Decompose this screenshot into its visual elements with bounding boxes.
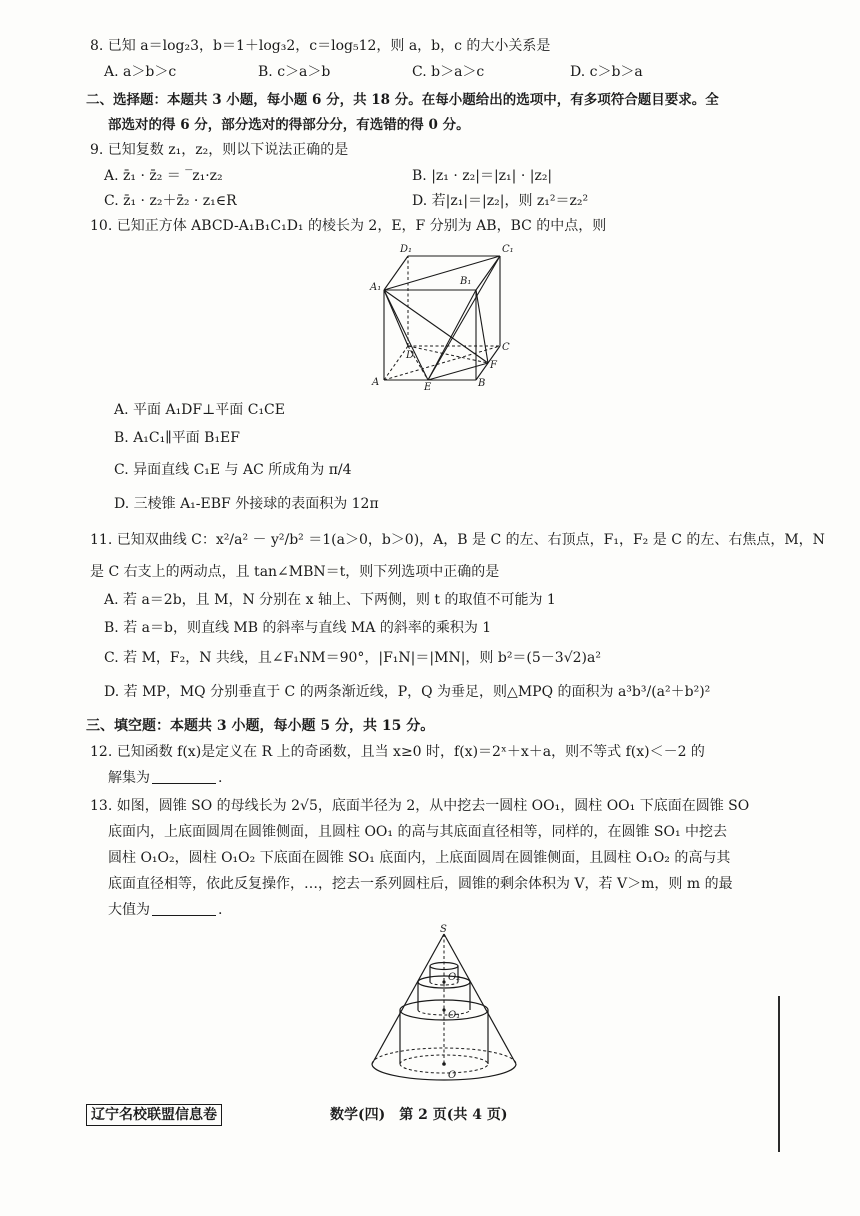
q8-stem: 8. 已知 a＝log₂3，b＝1＋log₃2，c＝log₅12，则 a，b，c 的大小关系是 [90,38,551,54]
q10-stem: 10. 已知正方体 ABCD-A₁B₁C₁D₁ 的棱长为 2，E，F 分别为 AB，BC 的中点，则 [90,218,607,234]
label-o: O [448,1070,457,1081]
q10-option-d: D. 三棱锥 A₁-EBF 外接球的表面积为 12π [114,496,379,512]
q13-answer-blank[interactable] [152,901,216,916]
q11-option-a: A. 若 a＝2b，且 M，N 分别在 x 轴上、下两侧，则 t 的取值不可能为 1 [104,592,556,608]
q13-period: . [218,902,223,918]
q10-option-a: A. 平面 A₁DF⊥平面 C₁CE [114,402,285,418]
label-s: S [440,924,447,935]
section2-heading-cont: 部选对的得 6 分，部分选对的得部分分，有选错的得 0 分。 [108,117,470,133]
q9-option-d: D. 若|z₁|＝|z₂|，则 z₁²＝z₂² [412,193,589,209]
cube-figure [368,238,518,390]
q13-line2: 底面内，上底面圆周在圆锥侧面，且圆柱 OO₁ 的高与其底面直径相等，同样的，在圆锥 SO₁ 中挖去 [108,824,728,840]
q10-option-c: C. 异面直线 C₁E 与 AC 所成角为 π/4 [114,462,352,478]
q12-answer-blank[interactable] [152,769,216,784]
binding-edge-line [778,996,780,1152]
q13-line5 [108,900,222,920]
q10-option-b: B. A₁C₁∥平面 B₁EF [114,430,240,446]
label-d1: D₁ [400,244,413,255]
q11-option-b: B. 若 a＝b，则直线 MB 的斜率与直线 MA 的斜率的乘积为 1 [104,620,492,636]
label-e: E [424,382,432,390]
q13-answer-label: 大值为 [108,902,150,918]
q8-option-d: D. c＞b＞a [570,64,643,80]
q8-option-a: A. a＞b＞c [104,64,177,80]
label-c1: C₁ [502,244,514,255]
q9-option-c: C. z̄₁ · z₂＋z̄₂ · z₁∈R [104,193,237,209]
q9-option-a: A. z̄₁ · z̄₂ ＝ ‾z₁·z₂ [104,168,223,184]
q11-stem-line2: 是 C 右支上的两动点，且 tan∠MBN＝t，则下列选项中正确的是 [90,564,500,580]
q13-line3: 圆柱 O₁O₂，圆柱 O₁O₂ 下底面在圆锥 SO₁ 底面内，上底面圆周在圆锥侧面，且圆柱 O₁O₂ 的高与其 [108,850,731,866]
label-f: F [490,360,497,371]
q9-stem: 9. 已知复数 z₁，z₂，则以下说法正确的是 [90,142,349,158]
q11-option-d: D. 若 MP，MQ 分别垂直于 C 的两条渐近线，P，Q 为垂足，则△MPQ 的面积为 a³b³/(a²＋b²)² [104,684,711,700]
q9-option-b: B. |z₁ · z₂|＝|z₁| · |z₂| [412,168,553,184]
section3-heading: 三、填空题：本题共 3 小题，每小题 5 分，共 15 分。 [86,718,435,734]
q12-line1: 12. 已知函数 f(x)是定义在 R 上的奇函数，且当 x≥0 时，f(x)＝2ˣ＋x＋a，则不等式 f(x)＜－2 的 [90,744,705,760]
label-o1: O₁ [448,1010,461,1021]
label-d: D [406,350,415,361]
label-a1: A₁ [370,282,382,293]
q12-line2 [108,768,222,788]
q11-option-c: C. 若 M，F₂，N 共线，且∠F₁NM＝90°，|F₁N|＝|MN|，则 b²＝(5－3√2)a² [104,650,601,666]
cone-figure [366,922,522,1092]
q11-stem-line1: 11. 已知双曲线 C：x²/a² － y²/b² ＝1(a＞0，b＞0)，A，B 是 C 的左、右顶点，F₁，F₂ 是 C 的左、右焦点，M，N [90,532,825,548]
footer-brand-box: 辽宁名校联盟信息卷 [86,1104,222,1126]
label-o2: O₂ [448,972,461,983]
q8-option-b: B. c＞a＞b [258,64,331,80]
q12-period: . [218,770,223,786]
q13-line4: 底面直径相等，依此反复操作，…，挖去一系列圆柱后，圆锥的剩余体积为 V，若 V＞m，则 m 的最 [108,876,733,892]
q12-answer-label: 解集为 [108,770,150,786]
label-b: B [478,378,486,389]
section2-heading: 二、选择题：本题共 3 小题，每小题 6 分，共 18 分。在每小题给出的选项中，有多项符合题目要求。全 [86,92,719,108]
q13-line1: 13. 如图，圆锥 SO 的母线长为 2√5，底面半径为 2，从中挖去一圆柱 OO₁，圆柱 OO₁ 下底面在圆锥 SO [90,798,750,814]
label-c: C [502,342,510,353]
label-a: A [372,377,380,388]
label-b1: B₁ [460,276,472,287]
q8-option-c: C. b＞a＞c [412,64,485,80]
footer-page-info: 数学(四) 第 2 页(共 4 页) [330,1107,508,1123]
